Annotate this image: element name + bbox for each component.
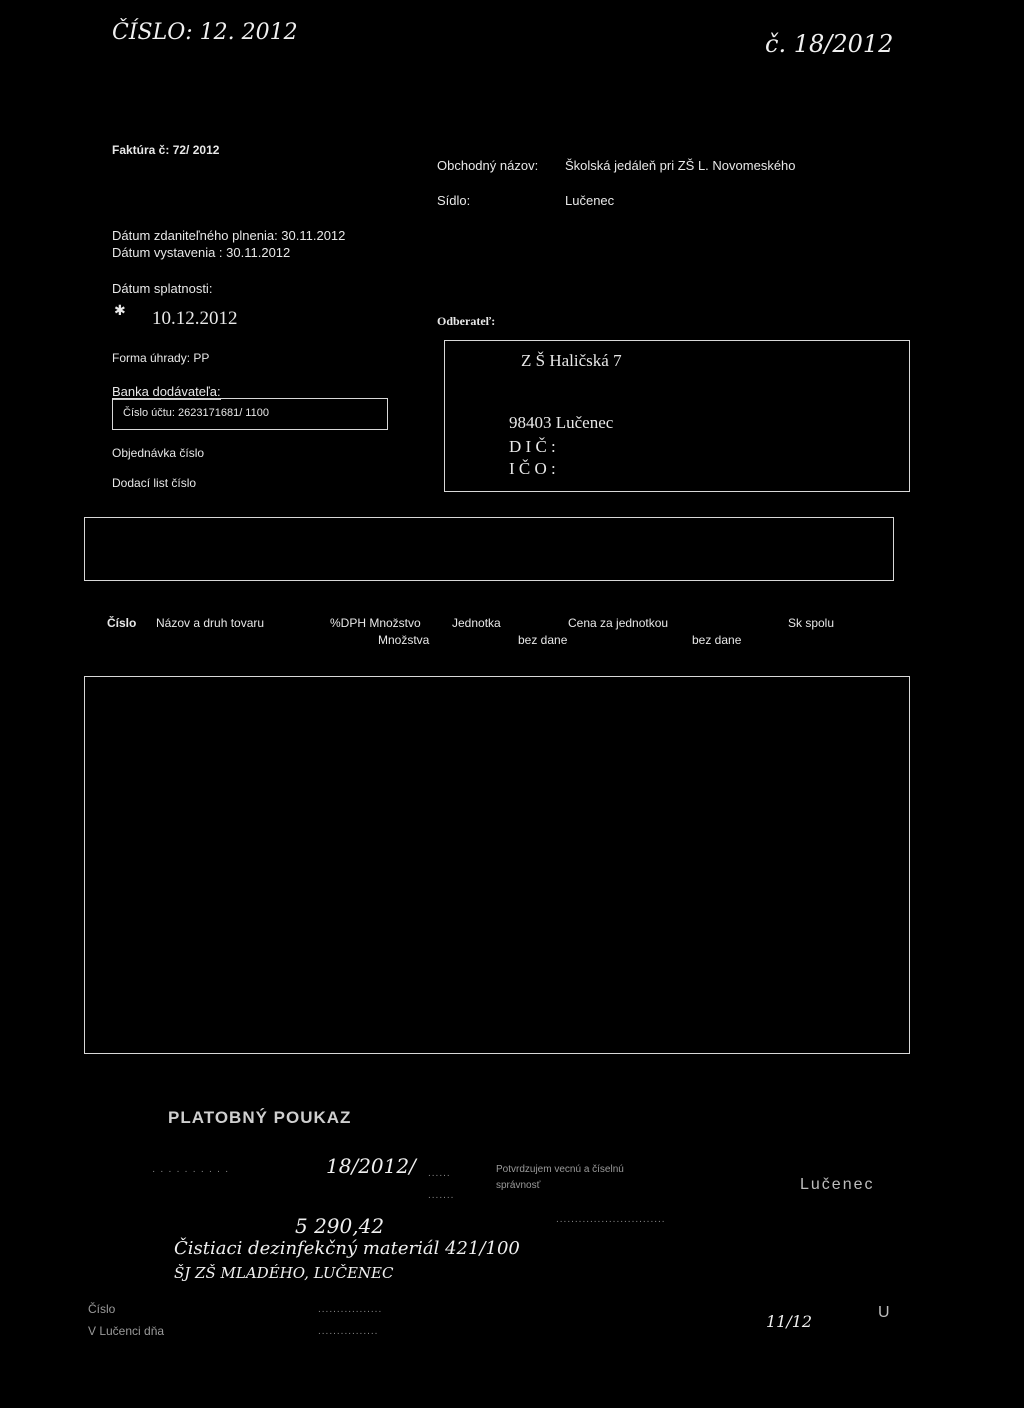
voucher-purpose-hand: Čistiaci dezinfekčný materiál 421/100 (174, 1238, 520, 1259)
voucher-date-dots: ................ (318, 1326, 379, 1337)
due-date-label: Dátum splatnosti: (112, 281, 213, 296)
order-number-label: Objednávka číslo (112, 446, 205, 460)
invoice-number (112, 143, 219, 157)
voucher-line1-hand: 18/2012/ (326, 1154, 416, 1178)
voucher-line2-dots: ....... (428, 1190, 455, 1201)
handwritten-header-right: č. 18/2012 (765, 30, 894, 58)
customer-street: Z Š Haličská 7 (521, 351, 622, 370)
confirm-sign-dots: ............................. (556, 1214, 666, 1225)
issue-date: Dátum vystavenia : 30.11.2012 (112, 245, 291, 260)
th-vat-quantity: %DPH Množstvo (330, 616, 421, 630)
supplier-name-value: Školská jedáleň pri ZŠ L. Novomeského (565, 158, 796, 173)
right-fragment-date: 11/12 (766, 1312, 813, 1331)
th-total: Sk spolu (788, 616, 835, 630)
voucher-date-label: V Lučenci dňa (88, 1324, 165, 1338)
supplier-seat-value: Lučenec (565, 193, 615, 208)
due-date-value: 10.12.2012 (152, 308, 238, 329)
payment-method: Forma úhrady: PP (112, 351, 210, 365)
stamp-mark-icon: ✱ (114, 302, 126, 318)
note-box (84, 517, 894, 581)
customer-label: Odberateľ: (437, 314, 496, 328)
delivery-note-label: Dodací list číslo (112, 476, 197, 490)
items-table-box (84, 676, 910, 1054)
confirm-line-2: správnosť (496, 1180, 541, 1191)
th-number: Číslo (107, 616, 137, 630)
th-quantity-sub: Množstva (378, 633, 430, 647)
th-without-tax-2: bez dane (692, 633, 742, 647)
right-fragment-u: U (878, 1304, 890, 1321)
bank-label: Banka dodávateľa: (112, 384, 221, 399)
invoice-number-value: 72/ 2012 (172, 143, 220, 157)
right-fragment-city: Lučenec (800, 1176, 875, 1193)
supplier-name-label: Obchodný názov: (437, 158, 539, 173)
account-box (112, 398, 388, 430)
th-unit-price: Cena za jednotkou (568, 616, 669, 630)
voucher-title: PLATOBNÝ POUKAZ (168, 1108, 352, 1127)
voucher-amount-hand: 5 290,42 (295, 1214, 385, 1238)
customer-ico: I Č O : (509, 459, 556, 478)
customer-city: 98403 Lučenec (509, 413, 614, 432)
account-number: Číslo účtu: 2623171681/ 1100 (123, 407, 269, 419)
voucher-line1-tail-dots: ...... (428, 1168, 451, 1179)
th-product-name: Názov a druh tovaru (156, 616, 265, 630)
invoice-number-label: Faktúra č: (112, 143, 170, 157)
th-unit: Jednotka (452, 616, 501, 630)
tax-date: Dátum zdaniteľného plnenia: 30.11.2012 (112, 228, 346, 243)
voucher-school-hand: ŠJ ZŠ MLADÉHO, LUČENEC (174, 1264, 394, 1282)
customer-dic: D I Č : (509, 437, 556, 456)
supplier-seat-label: Sídlo: (437, 193, 471, 208)
customer-box (444, 340, 910, 492)
voucher-number-label: Číslo (88, 1302, 116, 1316)
th-without-tax-1: bez dane (518, 633, 568, 647)
handwritten-header-left: ČÍSLO: 12. 2012 (112, 20, 298, 45)
voucher-number-dots: ................. (318, 1304, 383, 1315)
confirm-line-1: Potvrdzujem vecnú a číselnú (496, 1164, 624, 1175)
voucher-line1-dots: · · · · · · · · · · (152, 1166, 230, 1177)
